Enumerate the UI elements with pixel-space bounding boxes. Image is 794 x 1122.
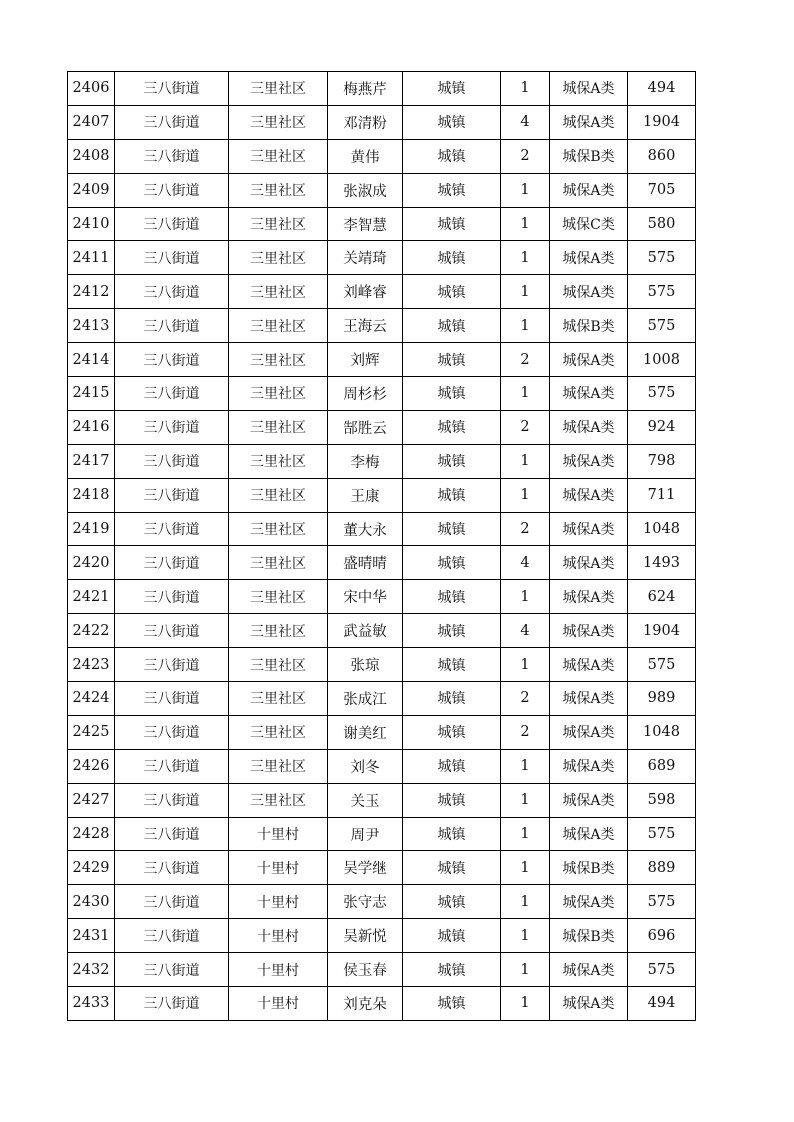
street-cell: 三八街道 xyxy=(115,173,229,207)
category-cell: 城保A类 xyxy=(550,72,628,106)
table-row xyxy=(68,783,696,817)
family-size-cell: 4 xyxy=(501,105,550,139)
community-cell: 三里社区 xyxy=(229,410,328,444)
household-type-cell: 城镇 xyxy=(403,682,501,716)
household-type-cell: 城镇 xyxy=(403,512,501,546)
community-cell: 三里社区 xyxy=(229,444,328,478)
household-type-cell: 城镇 xyxy=(403,72,501,106)
amount-cell: 924 xyxy=(628,410,696,444)
community-cell: 三里社区 xyxy=(229,207,328,241)
amount-cell: 711 xyxy=(628,478,696,512)
street-cell: 三八街道 xyxy=(115,987,229,1021)
household-type-cell: 城镇 xyxy=(403,715,501,749)
name-cell: 关靖琦 xyxy=(328,241,403,275)
community-cell: 三里社区 xyxy=(229,275,328,309)
amount-cell: 575 xyxy=(628,275,696,309)
amount-cell: 575 xyxy=(628,309,696,343)
category-cell: 城保A类 xyxy=(550,343,628,377)
row-number-cell: 2418 xyxy=(68,478,115,512)
community-cell: 十里村 xyxy=(229,885,328,919)
street-cell: 三八街道 xyxy=(115,648,229,682)
community-cell: 三里社区 xyxy=(229,682,328,716)
name-cell: 梅燕芹 xyxy=(328,72,403,106)
row-number-cell: 2411 xyxy=(68,241,115,275)
community-cell: 三里社区 xyxy=(229,478,328,512)
category-cell: 城保A类 xyxy=(550,648,628,682)
household-type-cell: 城镇 xyxy=(403,546,501,580)
street-cell: 三八街道 xyxy=(115,580,229,614)
table-row xyxy=(68,580,696,614)
household-type-cell: 城镇 xyxy=(403,885,501,919)
category-cell: 城保A类 xyxy=(550,885,628,919)
row-number-cell: 2416 xyxy=(68,410,115,444)
table-row xyxy=(68,444,696,478)
category-cell: 城保C类 xyxy=(550,207,628,241)
name-cell: 张淑成 xyxy=(328,173,403,207)
community-cell: 三里社区 xyxy=(229,72,328,106)
household-type-cell: 城镇 xyxy=(403,987,501,1021)
street-cell: 三八街道 xyxy=(115,885,229,919)
category-cell: 城保A类 xyxy=(550,580,628,614)
name-cell: 王海云 xyxy=(328,309,403,343)
amount-cell: 1048 xyxy=(628,512,696,546)
household-type-cell: 城镇 xyxy=(403,377,501,411)
community-cell: 三里社区 xyxy=(229,512,328,546)
row-number-cell: 2417 xyxy=(68,444,115,478)
table-row xyxy=(68,919,696,953)
family-size-cell: 1 xyxy=(501,817,550,851)
row-number-cell: 2420 xyxy=(68,546,115,580)
table-row xyxy=(68,546,696,580)
street-cell: 三八街道 xyxy=(115,444,229,478)
family-size-cell: 1 xyxy=(501,444,550,478)
name-cell: 吴学继 xyxy=(328,851,403,885)
amount-cell: 889 xyxy=(628,851,696,885)
name-cell: 宋中华 xyxy=(328,580,403,614)
family-size-cell: 1 xyxy=(501,885,550,919)
amount-cell: 989 xyxy=(628,682,696,716)
amount-cell: 696 xyxy=(628,919,696,953)
name-cell: 王康 xyxy=(328,478,403,512)
family-size-cell: 2 xyxy=(501,512,550,546)
row-number-cell: 2413 xyxy=(68,309,115,343)
community-cell: 三里社区 xyxy=(229,749,328,783)
street-cell: 三八街道 xyxy=(115,139,229,173)
table-row xyxy=(68,105,696,139)
table-row xyxy=(68,72,696,106)
amount-cell: 1904 xyxy=(628,614,696,648)
row-number-cell: 2428 xyxy=(68,817,115,851)
street-cell: 三八街道 xyxy=(115,682,229,716)
amount-cell: 1493 xyxy=(628,546,696,580)
category-cell: 城保B类 xyxy=(550,139,628,173)
name-cell: 盛晴晴 xyxy=(328,546,403,580)
community-cell: 三里社区 xyxy=(229,377,328,411)
row-number-cell: 2431 xyxy=(68,919,115,953)
name-cell: 周尹 xyxy=(328,817,403,851)
household-type-cell: 城镇 xyxy=(403,580,501,614)
name-cell: 刘冬 xyxy=(328,749,403,783)
household-type-cell: 城镇 xyxy=(403,343,501,377)
amount-cell: 705 xyxy=(628,173,696,207)
table-row xyxy=(68,987,696,1021)
family-size-cell: 1 xyxy=(501,478,550,512)
name-cell: 郜胜云 xyxy=(328,410,403,444)
category-cell: 城保A类 xyxy=(550,444,628,478)
street-cell: 三八街道 xyxy=(115,783,229,817)
table-row xyxy=(68,749,696,783)
community-cell: 三里社区 xyxy=(229,580,328,614)
name-cell: 关玉 xyxy=(328,783,403,817)
table-row xyxy=(68,478,696,512)
name-cell: 李智慧 xyxy=(328,207,403,241)
amount-cell: 580 xyxy=(628,207,696,241)
street-cell: 三八街道 xyxy=(115,749,229,783)
household-type-cell: 城镇 xyxy=(403,783,501,817)
row-number-cell: 2429 xyxy=(68,851,115,885)
household-type-cell: 城镇 xyxy=(403,919,501,953)
name-cell: 刘克朵 xyxy=(328,987,403,1021)
family-size-cell: 4 xyxy=(501,546,550,580)
category-cell: 城保A类 xyxy=(550,783,628,817)
family-size-cell: 2 xyxy=(501,682,550,716)
family-size-cell: 1 xyxy=(501,309,550,343)
amount-cell: 798 xyxy=(628,444,696,478)
name-cell: 吴新悦 xyxy=(328,919,403,953)
row-number-cell: 2425 xyxy=(68,715,115,749)
community-cell: 三里社区 xyxy=(229,105,328,139)
community-cell: 三里社区 xyxy=(229,715,328,749)
family-size-cell: 1 xyxy=(501,987,550,1021)
community-cell: 三里社区 xyxy=(229,546,328,580)
household-type-cell: 城镇 xyxy=(403,207,501,241)
table-row xyxy=(68,207,696,241)
household-type-cell: 城镇 xyxy=(403,241,501,275)
family-size-cell: 1 xyxy=(501,72,550,106)
community-cell: 十里村 xyxy=(229,987,328,1021)
table-row xyxy=(68,275,696,309)
community-cell: 三里社区 xyxy=(229,173,328,207)
amount-cell: 689 xyxy=(628,749,696,783)
row-number-cell: 2432 xyxy=(68,953,115,987)
row-number-cell: 2410 xyxy=(68,207,115,241)
name-cell: 武益敏 xyxy=(328,614,403,648)
household-type-cell: 城镇 xyxy=(403,173,501,207)
allowance-table xyxy=(67,71,696,1021)
name-cell: 张成江 xyxy=(328,682,403,716)
table-row xyxy=(68,682,696,716)
row-number-cell: 2419 xyxy=(68,512,115,546)
category-cell: 城保A类 xyxy=(550,241,628,275)
amount-cell: 624 xyxy=(628,580,696,614)
table-row xyxy=(68,614,696,648)
amount-cell: 494 xyxy=(628,72,696,106)
family-size-cell: 1 xyxy=(501,919,550,953)
table-row xyxy=(68,648,696,682)
household-type-cell: 城镇 xyxy=(403,410,501,444)
family-size-cell: 1 xyxy=(501,851,550,885)
amount-cell: 575 xyxy=(628,241,696,275)
community-cell: 三里社区 xyxy=(229,343,328,377)
name-cell: 刘辉 xyxy=(328,343,403,377)
street-cell: 三八街道 xyxy=(115,309,229,343)
street-cell: 三八街道 xyxy=(115,410,229,444)
household-type-cell: 城镇 xyxy=(403,648,501,682)
community-cell: 三里社区 xyxy=(229,648,328,682)
category-cell: 城保B类 xyxy=(550,309,628,343)
name-cell: 刘峰睿 xyxy=(328,275,403,309)
row-number-cell: 2422 xyxy=(68,614,115,648)
street-cell: 三八街道 xyxy=(115,851,229,885)
amount-cell: 598 xyxy=(628,783,696,817)
family-size-cell: 4 xyxy=(501,614,550,648)
table-row xyxy=(68,851,696,885)
category-cell: 城保A类 xyxy=(550,105,628,139)
street-cell: 三八街道 xyxy=(115,241,229,275)
community-cell: 三里社区 xyxy=(229,309,328,343)
name-cell: 黄伟 xyxy=(328,139,403,173)
community-cell: 三里社区 xyxy=(229,783,328,817)
family-size-cell: 1 xyxy=(501,275,550,309)
table-row xyxy=(68,953,696,987)
community-cell: 十里村 xyxy=(229,817,328,851)
family-size-cell: 1 xyxy=(501,783,550,817)
family-size-cell: 1 xyxy=(501,953,550,987)
amount-cell: 575 xyxy=(628,648,696,682)
row-number-cell: 2407 xyxy=(68,105,115,139)
row-number-cell: 2424 xyxy=(68,682,115,716)
family-size-cell: 1 xyxy=(501,648,550,682)
street-cell: 三八街道 xyxy=(115,207,229,241)
community-cell: 三里社区 xyxy=(229,614,328,648)
household-type-cell: 城镇 xyxy=(403,749,501,783)
amount-cell: 1904 xyxy=(628,105,696,139)
family-size-cell: 2 xyxy=(501,139,550,173)
name-cell: 张琼 xyxy=(328,648,403,682)
family-size-cell: 1 xyxy=(501,173,550,207)
table-row xyxy=(68,173,696,207)
family-size-cell: 1 xyxy=(501,749,550,783)
family-size-cell: 1 xyxy=(501,241,550,275)
row-number-cell: 2406 xyxy=(68,72,115,106)
household-type-cell: 城镇 xyxy=(403,275,501,309)
household-type-cell: 城镇 xyxy=(403,105,501,139)
row-number-cell: 2412 xyxy=(68,275,115,309)
name-cell: 张守志 xyxy=(328,885,403,919)
category-cell: 城保A类 xyxy=(550,546,628,580)
amount-cell: 860 xyxy=(628,139,696,173)
street-cell: 三八街道 xyxy=(115,105,229,139)
category-cell: 城保A类 xyxy=(550,614,628,648)
street-cell: 三八街道 xyxy=(115,275,229,309)
household-type-cell: 城镇 xyxy=(403,309,501,343)
table-body xyxy=(68,72,696,1021)
category-cell: 城保A类 xyxy=(550,817,628,851)
category-cell: 城保A类 xyxy=(550,749,628,783)
amount-cell: 1048 xyxy=(628,715,696,749)
family-size-cell: 1 xyxy=(501,580,550,614)
table-row xyxy=(68,410,696,444)
amount-cell: 494 xyxy=(628,987,696,1021)
table-row xyxy=(68,309,696,343)
name-cell: 董大永 xyxy=(328,512,403,546)
row-number-cell: 2426 xyxy=(68,749,115,783)
table-row xyxy=(68,817,696,851)
amount-cell: 1008 xyxy=(628,343,696,377)
name-cell: 邓清粉 xyxy=(328,105,403,139)
category-cell: 城保B类 xyxy=(550,851,628,885)
amount-cell: 575 xyxy=(628,953,696,987)
street-cell: 三八街道 xyxy=(115,72,229,106)
family-size-cell: 1 xyxy=(501,207,550,241)
household-type-cell: 城镇 xyxy=(403,851,501,885)
amount-cell: 575 xyxy=(628,885,696,919)
household-type-cell: 城镇 xyxy=(403,614,501,648)
household-type-cell: 城镇 xyxy=(403,953,501,987)
row-number-cell: 2423 xyxy=(68,648,115,682)
row-number-cell: 2409 xyxy=(68,173,115,207)
category-cell: 城保A类 xyxy=(550,512,628,546)
row-number-cell: 2421 xyxy=(68,580,115,614)
street-cell: 三八街道 xyxy=(115,546,229,580)
family-size-cell: 1 xyxy=(501,377,550,411)
name-cell: 周杉杉 xyxy=(328,377,403,411)
name-cell: 李梅 xyxy=(328,444,403,478)
row-number-cell: 2408 xyxy=(68,139,115,173)
community-cell: 三里社区 xyxy=(229,241,328,275)
category-cell: 城保A类 xyxy=(550,715,628,749)
community-cell: 三里社区 xyxy=(229,139,328,173)
name-cell: 谢美红 xyxy=(328,715,403,749)
category-cell: 城保A类 xyxy=(550,953,628,987)
table-row xyxy=(68,377,696,411)
category-cell: 城保A类 xyxy=(550,410,628,444)
household-type-cell: 城镇 xyxy=(403,444,501,478)
amount-cell: 575 xyxy=(628,817,696,851)
row-number-cell: 2430 xyxy=(68,885,115,919)
table-row xyxy=(68,343,696,377)
street-cell: 三八街道 xyxy=(115,919,229,953)
household-type-cell: 城镇 xyxy=(403,139,501,173)
street-cell: 三八街道 xyxy=(115,343,229,377)
table-row xyxy=(68,139,696,173)
row-number-cell: 2433 xyxy=(68,987,115,1021)
street-cell: 三八街道 xyxy=(115,614,229,648)
family-size-cell: 2 xyxy=(501,343,550,377)
street-cell: 三八街道 xyxy=(115,478,229,512)
name-cell: 侯玉春 xyxy=(328,953,403,987)
street-cell: 三八街道 xyxy=(115,377,229,411)
street-cell: 三八街道 xyxy=(115,715,229,749)
category-cell: 城保B类 xyxy=(550,919,628,953)
community-cell: 十里村 xyxy=(229,919,328,953)
community-cell: 十里村 xyxy=(229,851,328,885)
category-cell: 城保A类 xyxy=(550,377,628,411)
table-row xyxy=(68,885,696,919)
household-type-cell: 城镇 xyxy=(403,817,501,851)
row-number-cell: 2414 xyxy=(68,343,115,377)
household-type-cell: 城镇 xyxy=(403,478,501,512)
row-number-cell: 2415 xyxy=(68,377,115,411)
category-cell: 城保A类 xyxy=(550,275,628,309)
family-size-cell: 2 xyxy=(501,410,550,444)
category-cell: 城保A类 xyxy=(550,173,628,207)
street-cell: 三八街道 xyxy=(115,817,229,851)
category-cell: 城保A类 xyxy=(550,478,628,512)
category-cell: 城保A类 xyxy=(550,682,628,716)
row-number-cell: 2427 xyxy=(68,783,115,817)
category-cell: 城保A类 xyxy=(550,987,628,1021)
amount-cell: 575 xyxy=(628,377,696,411)
community-cell: 十里村 xyxy=(229,953,328,987)
table-row xyxy=(68,512,696,546)
table-row xyxy=(68,715,696,749)
street-cell: 三八街道 xyxy=(115,953,229,987)
table-row xyxy=(68,241,696,275)
family-size-cell: 2 xyxy=(501,715,550,749)
street-cell: 三八街道 xyxy=(115,512,229,546)
